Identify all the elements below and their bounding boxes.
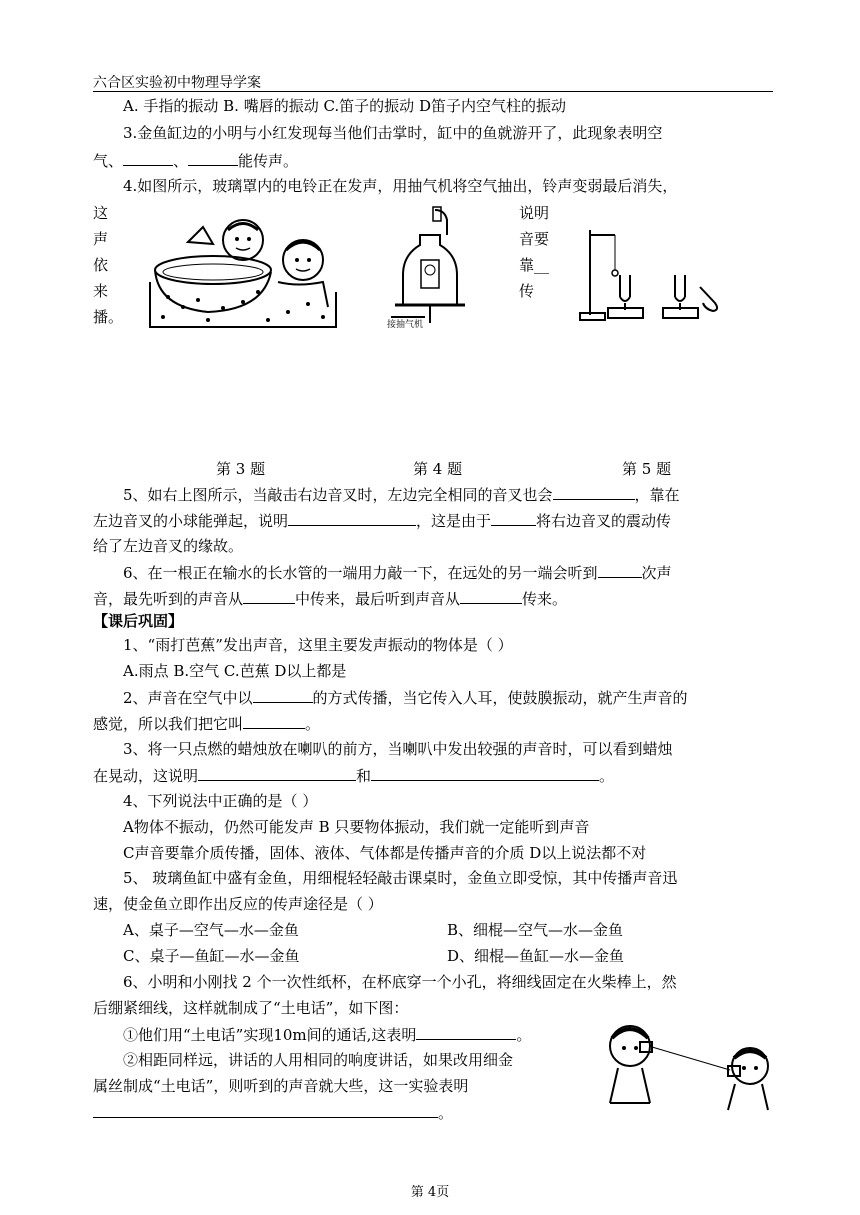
text: 传来。 — [522, 590, 568, 608]
blank — [288, 510, 416, 526]
q3-part-b: 、 — [173, 152, 189, 170]
text: 和 — [356, 767, 372, 785]
text: ，靠在 — [634, 486, 680, 504]
after-q4-ab: A物体不振动，仍然可能发声 B 只要物体振动，我们就一定能听到声音 — [123, 818, 590, 836]
text: 。 — [516, 1026, 532, 1044]
text: 的方式传播，当它传入人耳，使鼓膜振动，就产生声音的 — [312, 689, 688, 707]
column-char: 播。 — [93, 308, 124, 326]
after-q5-option-a: A、桌子—空气—水—金鱼 — [123, 921, 299, 939]
after-q1: 1、“雨打芭蕉”发出声音，这里主要发声振动的物体是（ ） — [123, 636, 513, 654]
after-q6-sub2: ②相距同样远，讲话的人用相同的响度讲话，如果改用细金 — [123, 1051, 514, 1069]
text: 在晃动，这说明 — [93, 767, 199, 785]
column-char: 依 — [93, 256, 109, 274]
header-divider — [93, 91, 773, 92]
after-q5-option-b: B、细棍—空气—水—金鱼 — [447, 921, 624, 939]
column-char: 来 — [93, 282, 109, 300]
after-q6-line1: 6、小明和小刚找 2 个一次性纸杯，在杯底穿一个小孔，将细线固定在火柴棒上，然 — [123, 973, 677, 991]
after-q5-option-c: C、桌子—鱼缸—水—金鱼 — [123, 947, 300, 965]
column-char: 声 — [93, 230, 109, 248]
after-q1-options: A.雨点 B.空气 C.芭蕉 D以上都是 — [123, 662, 347, 680]
blank — [188, 150, 238, 166]
after-q3-line1: 3、将一只点燃的蜡烛放在喇叭的前方，当喇叭中发出较强的声音时，可以看到蜡烛 — [123, 740, 673, 758]
q3-text-cont — [93, 150, 298, 172]
blank — [416, 1024, 516, 1040]
after-q6-sub2-end — [93, 1102, 453, 1124]
blank — [491, 510, 536, 526]
page-header: 六合区实验初中物理导学案 — [93, 75, 261, 91]
column-char: 说明 — [519, 204, 550, 222]
q2-options: A. 手指的振动 B. 嘴唇的振动 C.笛子的振动 D笛子内空气柱的振动 — [123, 97, 566, 115]
q6-line1 — [123, 562, 672, 584]
after-q6-sub1 — [123, 1024, 531, 1046]
after-q6-line2: 后绷紧细线，这样就制成了“土电话”，如下图： — [93, 999, 409, 1017]
text: 6、在一根正在输水的长水管的一端用力敲一下，在远处的另一端会听到 — [123, 564, 598, 582]
blank — [598, 562, 642, 578]
column-char: 这 — [93, 204, 109, 222]
column-char: 传 — [519, 282, 535, 300]
tuning-fork-illustration — [575, 225, 725, 325]
text: 将右边音叉的震动传 — [536, 512, 672, 530]
text: 左边音叉的小球能弹起，说明 — [93, 512, 289, 530]
q5-line1 — [123, 484, 680, 506]
after-q6-sub2-cont: 属丝制成“土电话”，则听到的声音就大些，这一实验表明 — [93, 1077, 469, 1095]
text: 音，最先听到的声音从 — [93, 590, 244, 608]
after-q5-option-d: D、细棍—鱼缸—水—金鱼 — [447, 947, 625, 965]
blank — [243, 713, 305, 729]
goldfish-bowl-illustration — [148, 212, 338, 332]
blank — [371, 765, 599, 781]
q3-part-a: 气、 — [93, 152, 124, 170]
text: ，这是由于 — [416, 512, 492, 530]
text: 。 — [438, 1104, 454, 1122]
blank — [253, 687, 313, 703]
text: 中传来，最后听到声音从 — [295, 590, 461, 608]
after-q2-line1 — [123, 687, 688, 709]
after-q5-line1: 5、 玻璃鱼缸中盛有金鱼，用细棍轻轻敲击课桌时，金鱼立即受惊，其中传播声音迅 — [123, 869, 678, 887]
pump-label: 接抽气机 — [387, 320, 424, 330]
column-char: 音要 — [519, 230, 550, 248]
blank — [460, 588, 522, 604]
q3-text: 3.金鱼缸边的小明与小红发现每当他们击掌时，缸中的鱼就游开了，此现象表明空 — [123, 124, 663, 142]
q5-line2 — [93, 510, 671, 532]
section-title: 【课后巩固】 — [93, 612, 184, 630]
q5-line3: 给了左边音叉的缘故。 — [93, 537, 244, 555]
text: 。 — [599, 767, 615, 785]
caption-q3: 第 3 题 — [216, 460, 266, 478]
after-q5-line2: 速，使金鱼立即作出反应的传声途径是（ ） — [93, 895, 383, 913]
q6-line2 — [93, 588, 567, 610]
text: 次声 — [641, 564, 672, 582]
blank — [243, 588, 295, 604]
blank — [198, 765, 356, 781]
string-telephone-illustration — [600, 1018, 770, 1113]
after-q3-line2 — [93, 765, 614, 787]
text: 5、如右上图所示，当敲击右边音叉时，左边完全相同的音叉也会 — [123, 486, 553, 504]
blank — [553, 484, 635, 500]
blank — [93, 1102, 438, 1118]
caption-q4: 第 4 题 — [413, 460, 463, 478]
caption-q5: 第 5 题 — [622, 460, 672, 478]
page-number: 第 4页 — [410, 1185, 450, 1200]
text: 。 — [305, 715, 321, 733]
q3-part-c: 能传声。 — [238, 152, 299, 170]
blank — [123, 150, 173, 166]
q4-left-column — [93, 200, 123, 330]
after-q2-line2 — [93, 713, 320, 735]
after-q4-cd: C声音要靠介质传播，固体、液体、气体都是传播声音的介质 D以上说法都不对 — [123, 844, 647, 862]
after-q4: 4、下列说法中正确的是（ ） — [123, 792, 318, 810]
bell-jar-illustration — [385, 205, 475, 335]
column-char: 靠__ — [519, 256, 550, 274]
text: ①他们用“土电话”实现10m间的通话,这表明 — [123, 1026, 417, 1044]
q4-text: 4.如图所示，玻璃罩内的电铃正在发声，用抽气机将空气抽出，铃声变弱最后消失， — [123, 177, 678, 195]
text: 感觉，所以我们把它叫 — [93, 715, 244, 733]
q4-middle-column — [519, 200, 549, 304]
text: 2、声音在空气中以 — [123, 689, 253, 707]
